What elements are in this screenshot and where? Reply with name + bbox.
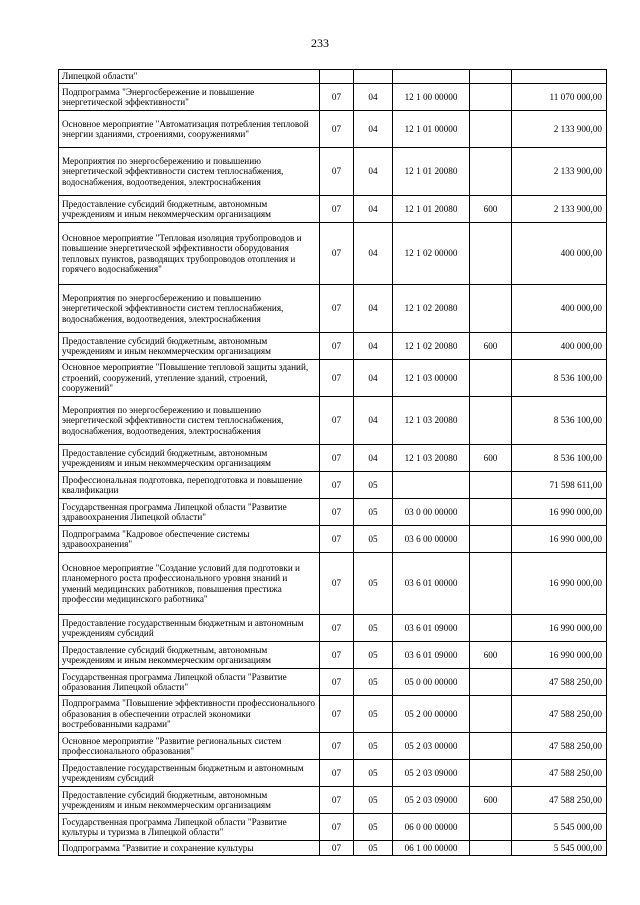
- table-row: [59, 814, 607, 841]
- table-row: [59, 148, 607, 196]
- row-expense-type-cell: [470, 814, 512, 841]
- row-amount-cell: 2 133 900,00: [512, 148, 607, 196]
- row-subsection-cell: 04: [354, 84, 393, 111]
- row-amount-cell: 16 990 000,00: [512, 553, 607, 615]
- row-subsection-cell: 04: [354, 360, 393, 397]
- row-target-article-cell: 12 1 01 00000: [393, 111, 470, 148]
- row-section-cell: 07: [320, 669, 354, 696]
- row-expense-type-cell: 600: [470, 642, 512, 669]
- row-amount-cell: 8 536 100,00: [512, 445, 607, 472]
- row-target-article-cell: 03 6 00 00000: [393, 526, 470, 553]
- row-target-article-cell: 06 1 00 00000: [393, 841, 470, 856]
- row-name-cell: Предоставление государственным бюджетным и автономным учреждениям субсидий: [59, 760, 320, 787]
- row-expense-type-cell: [470, 841, 512, 856]
- row-subsection-cell: 04: [354, 111, 393, 148]
- row-expense-type-cell: 600: [470, 333, 512, 360]
- row-amount-cell: 47 588 250,00: [512, 669, 607, 696]
- table-row: [59, 669, 607, 696]
- table-row: [59, 733, 607, 760]
- table-row: [59, 615, 607, 642]
- table-row: [59, 642, 607, 669]
- row-target-article-cell: 05 2 03 09000: [393, 787, 470, 814]
- row-amount-cell: 47 588 250,00: [512, 787, 607, 814]
- row-target-article-cell: 12 1 03 00000: [393, 360, 470, 397]
- row-amount-cell: 16 990 000,00: [512, 526, 607, 553]
- row-name-cell: Основное мероприятие "Развитие региональных систем профессионального образования": [59, 733, 320, 760]
- row-amount-cell: 16 990 000,00: [512, 642, 607, 669]
- table-row: [59, 70, 607, 84]
- row-expense-type-cell: [470, 669, 512, 696]
- row-section-cell: 07: [320, 445, 354, 472]
- table-row: [59, 84, 607, 111]
- row-expense-type-cell: [470, 84, 512, 111]
- row-expense-type-cell: [470, 285, 512, 333]
- row-expense-type-cell: [470, 70, 512, 84]
- row-expense-type-cell: [470, 148, 512, 196]
- row-name-cell: Государственная программа Липецкой области "Развитие образования Липецкой области": [59, 669, 320, 696]
- row-expense-type-cell: [470, 733, 512, 760]
- row-section-cell: 07: [320, 148, 354, 196]
- row-section-cell: 07: [320, 333, 354, 360]
- row-name-cell: Липецкой области": [59, 70, 320, 84]
- row-amount-cell: 11 070 000,00: [512, 84, 607, 111]
- row-target-article-cell: 03 6 01 09000: [393, 615, 470, 642]
- row-subsection-cell: 05: [354, 696, 393, 733]
- row-section-cell: 07: [320, 733, 354, 760]
- row-target-article-cell: 12 1 03 20080: [393, 397, 470, 445]
- row-section-cell: 07: [320, 696, 354, 733]
- table-row: [59, 445, 607, 472]
- row-subsection-cell: 05: [354, 615, 393, 642]
- row-section-cell: 07: [320, 499, 354, 526]
- budget-table: [58, 69, 607, 856]
- row-amount-cell: 71 598 611,00: [512, 472, 607, 499]
- table-row: [59, 499, 607, 526]
- row-amount-cell: 47 588 250,00: [512, 760, 607, 787]
- row-name-cell: Основное мероприятие "Автоматизация потребления тепловой энергии зданиями, строениями, сооружениями": [59, 111, 320, 148]
- row-name-cell: Предоставление субсидий бюджетным, автономным учреждениям и иным некоммерческим организациям: [59, 787, 320, 814]
- row-subsection-cell: 05: [354, 787, 393, 814]
- row-amount-cell: 16 990 000,00: [512, 615, 607, 642]
- row-amount-cell: 400 000,00: [512, 285, 607, 333]
- row-expense-type-cell: [470, 360, 512, 397]
- row-subsection-cell: 04: [354, 148, 393, 196]
- row-expense-type-cell: [470, 472, 512, 499]
- row-subsection-cell: 04: [354, 196, 393, 223]
- row-section-cell: 07: [320, 397, 354, 445]
- row-target-article-cell: 12 1 00 00000: [393, 84, 470, 111]
- row-section-cell: 07: [320, 642, 354, 669]
- row-amount-cell: 8 536 100,00: [512, 360, 607, 397]
- row-subsection-cell: 05: [354, 841, 393, 856]
- row-section-cell: 07: [320, 223, 354, 285]
- row-subsection-cell: 05: [354, 642, 393, 669]
- row-name-cell: Профессиональная подготовка, переподготовка и повышение квалификации: [59, 472, 320, 499]
- row-expense-type-cell: [470, 499, 512, 526]
- table-row: [59, 787, 607, 814]
- row-name-cell: Подпрограмма "Кадровое обеспечение системы здравоохранения": [59, 526, 320, 553]
- row-section-cell: [320, 70, 354, 84]
- row-name-cell: Подпрограмма "Энергосбережение и повышение энергетической эффективности": [59, 84, 320, 111]
- row-amount-cell: 47 588 250,00: [512, 733, 607, 760]
- row-subsection-cell: 05: [354, 733, 393, 760]
- row-subsection-cell: 04: [354, 223, 393, 285]
- row-expense-type-cell: 600: [470, 445, 512, 472]
- row-subsection-cell: 05: [354, 553, 393, 615]
- row-section-cell: 07: [320, 787, 354, 814]
- row-subsection-cell: 05: [354, 472, 393, 499]
- table-row: [59, 111, 607, 148]
- row-amount-cell: 400 000,00: [512, 223, 607, 285]
- row-expense-type-cell: [470, 526, 512, 553]
- row-name-cell: Государственная программа Липецкой области "Развитие культуры и туризма в Липецкой области": [59, 814, 320, 841]
- row-name-cell: Основное мероприятие "Повышение тепловой защиты зданий, строений, сооружений, утепление зданий, строений, сооружений": [59, 360, 320, 397]
- row-target-article-cell: [393, 472, 470, 499]
- row-subsection-cell: 04: [354, 445, 393, 472]
- row-target-article-cell: 05 2 00 00000: [393, 696, 470, 733]
- row-amount-cell: 16 990 000,00: [512, 499, 607, 526]
- row-expense-type-cell: [470, 223, 512, 285]
- row-target-article-cell: 06 0 00 00000: [393, 814, 470, 841]
- budget-table-body: [59, 70, 607, 856]
- row-name-cell: Предоставление субсидий бюджетным, автономным учреждениям и иным некоммерческим организациям: [59, 445, 320, 472]
- row-expense-type-cell: [470, 696, 512, 733]
- row-expense-type-cell: [470, 111, 512, 148]
- row-target-article-cell: 05 0 00 00000: [393, 669, 470, 696]
- row-target-article-cell: 12 1 01 20080: [393, 196, 470, 223]
- row-subsection-cell: 05: [354, 669, 393, 696]
- row-section-cell: 07: [320, 84, 354, 111]
- row-name-cell: Предоставление субсидий бюджетным, автономным учреждениям и иным некоммерческим организациям: [59, 196, 320, 223]
- row-amount-cell: 8 536 100,00: [512, 397, 607, 445]
- row-name-cell: Основное мероприятие "Создание условий для подготовки и планомерного роста профессионального уровня знаний и умений медицинских работников, повышения престижа профессии медицинского работника": [59, 553, 320, 615]
- row-target-article-cell: 12 1 03 20080: [393, 445, 470, 472]
- row-name-cell: Государственная программа Липецкой области "Развитие здравоохранения Липецкой области": [59, 499, 320, 526]
- row-name-cell: Предоставление субсидий бюджетным, автономным учреждениям и иным некоммерческим организациям: [59, 642, 320, 669]
- row-target-article-cell: 03 0 00 00000: [393, 499, 470, 526]
- row-expense-type-cell: [470, 397, 512, 445]
- row-amount-cell: 5 545 000,00: [512, 841, 607, 856]
- row-target-article-cell: 05 2 03 00000: [393, 733, 470, 760]
- row-name-cell: Предоставление государственным бюджетным и автономным учреждениям субсидий: [59, 615, 320, 642]
- row-subsection-cell: 05: [354, 526, 393, 553]
- row-subsection-cell: 04: [354, 285, 393, 333]
- row-section-cell: 07: [320, 472, 354, 499]
- row-amount-cell: 5 545 000,00: [512, 814, 607, 841]
- row-expense-type-cell: [470, 760, 512, 787]
- row-name-cell: Основное мероприятие "Тепловая изоляция трубопроводов и повышение энергетической эффективности оборудования тепловых пунктов, разводящих трубопроводов отопления и горячего водоснабжения": [59, 223, 320, 285]
- row-target-article-cell: [393, 70, 470, 84]
- row-amount-cell: 2 133 900,00: [512, 111, 607, 148]
- row-name-cell: Мероприятия по энергосбережению и повышению энергетической эффективности систем теплоснабжения, водоснабжения, водоотведения, электроснабжения: [59, 397, 320, 445]
- row-target-article-cell: 12 1 02 20080: [393, 333, 470, 360]
- table-row: [59, 223, 607, 285]
- row-target-article-cell: 12 1 02 20080: [393, 285, 470, 333]
- row-subsection-cell: 05: [354, 814, 393, 841]
- table-row: [59, 196, 607, 223]
- row-amount-cell: 2 133 900,00: [512, 196, 607, 223]
- table-row: [59, 526, 607, 553]
- table-row: [59, 397, 607, 445]
- row-section-cell: 07: [320, 841, 354, 856]
- row-subsection-cell: 04: [354, 333, 393, 360]
- row-expense-type-cell: [470, 615, 512, 642]
- row-section-cell: 07: [320, 526, 354, 553]
- row-target-article-cell: 12 1 02 00000: [393, 223, 470, 285]
- row-subsection-cell: [354, 70, 393, 84]
- row-amount-cell: 47 588 250,00: [512, 696, 607, 733]
- row-section-cell: 07: [320, 196, 354, 223]
- table-row: [59, 472, 607, 499]
- row-section-cell: 07: [320, 615, 354, 642]
- row-subsection-cell: 05: [354, 499, 393, 526]
- row-name-cell: Предоставление субсидий бюджетным, автономным учреждениям и иным некоммерческим организациям: [59, 333, 320, 360]
- row-target-article-cell: 12 1 01 20080: [393, 148, 470, 196]
- row-target-article-cell: 03 6 01 09000: [393, 642, 470, 669]
- row-section-cell: 07: [320, 360, 354, 397]
- row-amount-cell: 400 000,00: [512, 333, 607, 360]
- row-name-cell: Подпрограмма "Повышение эффективности профессионального образования в обеспечении отраслей экономики востребованными кадрами": [59, 696, 320, 733]
- table-row: [59, 553, 607, 615]
- row-name-cell: Мероприятия по энергосбережению и повышению энергетической эффективности систем теплоснабжения, водоснабжения, водоотведения, электроснабжения: [59, 148, 320, 196]
- row-target-article-cell: 05 2 03 09000: [393, 760, 470, 787]
- row-target-article-cell: 03 6 01 00000: [393, 553, 470, 615]
- row-expense-type-cell: [470, 553, 512, 615]
- row-expense-type-cell: 600: [470, 196, 512, 223]
- table-row: [59, 360, 607, 397]
- row-section-cell: 07: [320, 285, 354, 333]
- table-row: [59, 696, 607, 733]
- table-row: [59, 841, 607, 856]
- row-name-cell: Мероприятия по энергосбережению и повышению энергетической эффективности систем теплоснабжения, водоснабжения, водоотведения, электроснабжения: [59, 285, 320, 333]
- table-row: [59, 333, 607, 360]
- row-subsection-cell: 05: [354, 760, 393, 787]
- row-name-cell: Подпрограмма "Развитие и сохранение культуры: [59, 841, 320, 856]
- row-expense-type-cell: 600: [470, 787, 512, 814]
- row-subsection-cell: 04: [354, 397, 393, 445]
- page-number: 233: [311, 36, 329, 50]
- row-amount-cell: [512, 70, 607, 84]
- row-section-cell: 07: [320, 111, 354, 148]
- row-section-cell: 07: [320, 814, 354, 841]
- row-section-cell: 07: [320, 553, 354, 615]
- table-row: [59, 760, 607, 787]
- row-section-cell: 07: [320, 760, 354, 787]
- table-row: [59, 285, 607, 333]
